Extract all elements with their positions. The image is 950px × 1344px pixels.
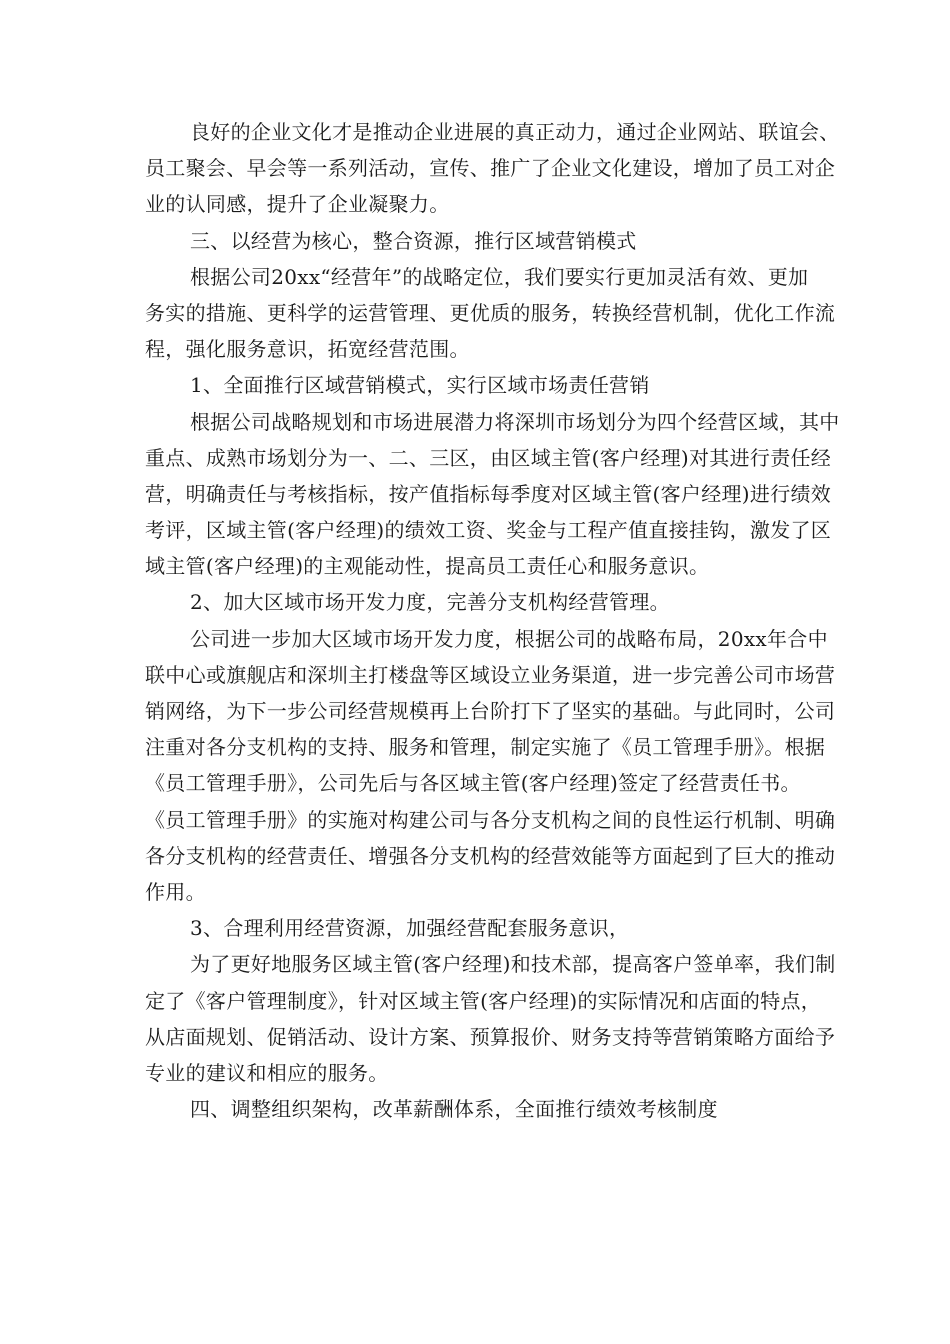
text-line: 为了更好地服务区域主管(客户经理)和技术部，提高客户签单率，我们制 bbox=[190, 952, 836, 977]
text-line: 1、全面推行区域营销模式，实行区域市场责任营销 bbox=[190, 373, 650, 398]
text-line: 公司进一步加大区域市场开发力度，根据公司的战略布局，20xx年合中 bbox=[190, 626, 828, 651]
text-line: 四、调整组织架构，改革薪酬体系，全面推行绩效考核制度 bbox=[190, 1097, 718, 1122]
text-line: 域主管(客户经理)的主观能动性，提高员工责任心和服务意识。 bbox=[145, 554, 710, 579]
text-line: 良好的企业文化才是推动企业进展的真正动力，通过企业网站、联谊会、 bbox=[190, 120, 840, 144]
text-line: 专业的建议和相应的服务。 bbox=[145, 1060, 389, 1085]
text-line: 营，明确责任与考核指标，按产值指标每季度对区域主管(客户经理)进行绩效 bbox=[145, 481, 832, 506]
text-line: 3、合理利用经营资源，加强经营配套服务意识， bbox=[190, 916, 630, 941]
text-line: 《员工管理手册》，公司先后与各区域主管(客户经理)签定了经营责任书。 bbox=[145, 771, 801, 796]
text-line: 根据公司战略规划和市场进展潜力将深圳市场划分为四个经营区域，其中 bbox=[190, 409, 840, 434]
text-line: 重点、成熟市场划分为一、二、三区，由区域主管(客户经理)对其进行责任经 bbox=[145, 445, 832, 470]
text-line: 销网络，为下一步公司经营规模再上台阶打下了坚实的基础。与此同时，公司 bbox=[145, 699, 836, 723]
text-line: 作用。 bbox=[145, 879, 206, 904]
text-line: 从店面规划、促销活动、设计方案、预算报价、财务支持等营销策略方面给予 bbox=[145, 1024, 836, 1049]
text-line: 务实的措施、更科学的运营管理、更优质的服务，转换经营机制，优化工作流 bbox=[145, 300, 836, 325]
text-line: 业的认同感，提升了企业凝聚力。 bbox=[145, 192, 450, 217]
text-line: 三、以经营为核心，整合资源，推行区域营销模式 bbox=[190, 228, 637, 253]
text-line: 《员工管理手册》的实施对构建公司与各分支机构之间的良性运行机制、明确 bbox=[145, 807, 836, 832]
text-line: 程，强化服务意识，拓宽经营范围。 bbox=[145, 337, 470, 362]
text-line: 各分支机构的经营责任、增强各分支机构的经营效能等方面起到了巨大的推动 bbox=[145, 843, 836, 868]
document-body bbox=[145, 114, 840, 1127]
text-line: 定了《客户管理制度》，针对区域主管(客户经理)的实际情况和店面的特点， bbox=[145, 988, 822, 1013]
text-line: 注重对各分支机构的支持、服务和管理，制定实施了《员工管理手册》。根据 bbox=[145, 735, 826, 760]
text-line: 根据公司20xx“经营年”的战略定位，我们要实行更加灵活有效、更加 bbox=[190, 264, 809, 289]
text-line: 联中心或旗舰店和深圳主打楼盘等区域设立业务渠道，进一步完善公司市场营 bbox=[145, 662, 836, 687]
text-line: 2、加大区域市场开发力度，完善分支机构经营管理。 bbox=[190, 590, 670, 615]
text-line: 考评，区域主管(客户经理)的绩效工资、奖金与工程产值直接挂钩，激发了区 bbox=[145, 518, 832, 543]
text-line: 员工聚会、早会等一系列活动，宣传、推广了企业文化建设，增加了员工对企 bbox=[145, 156, 836, 181]
